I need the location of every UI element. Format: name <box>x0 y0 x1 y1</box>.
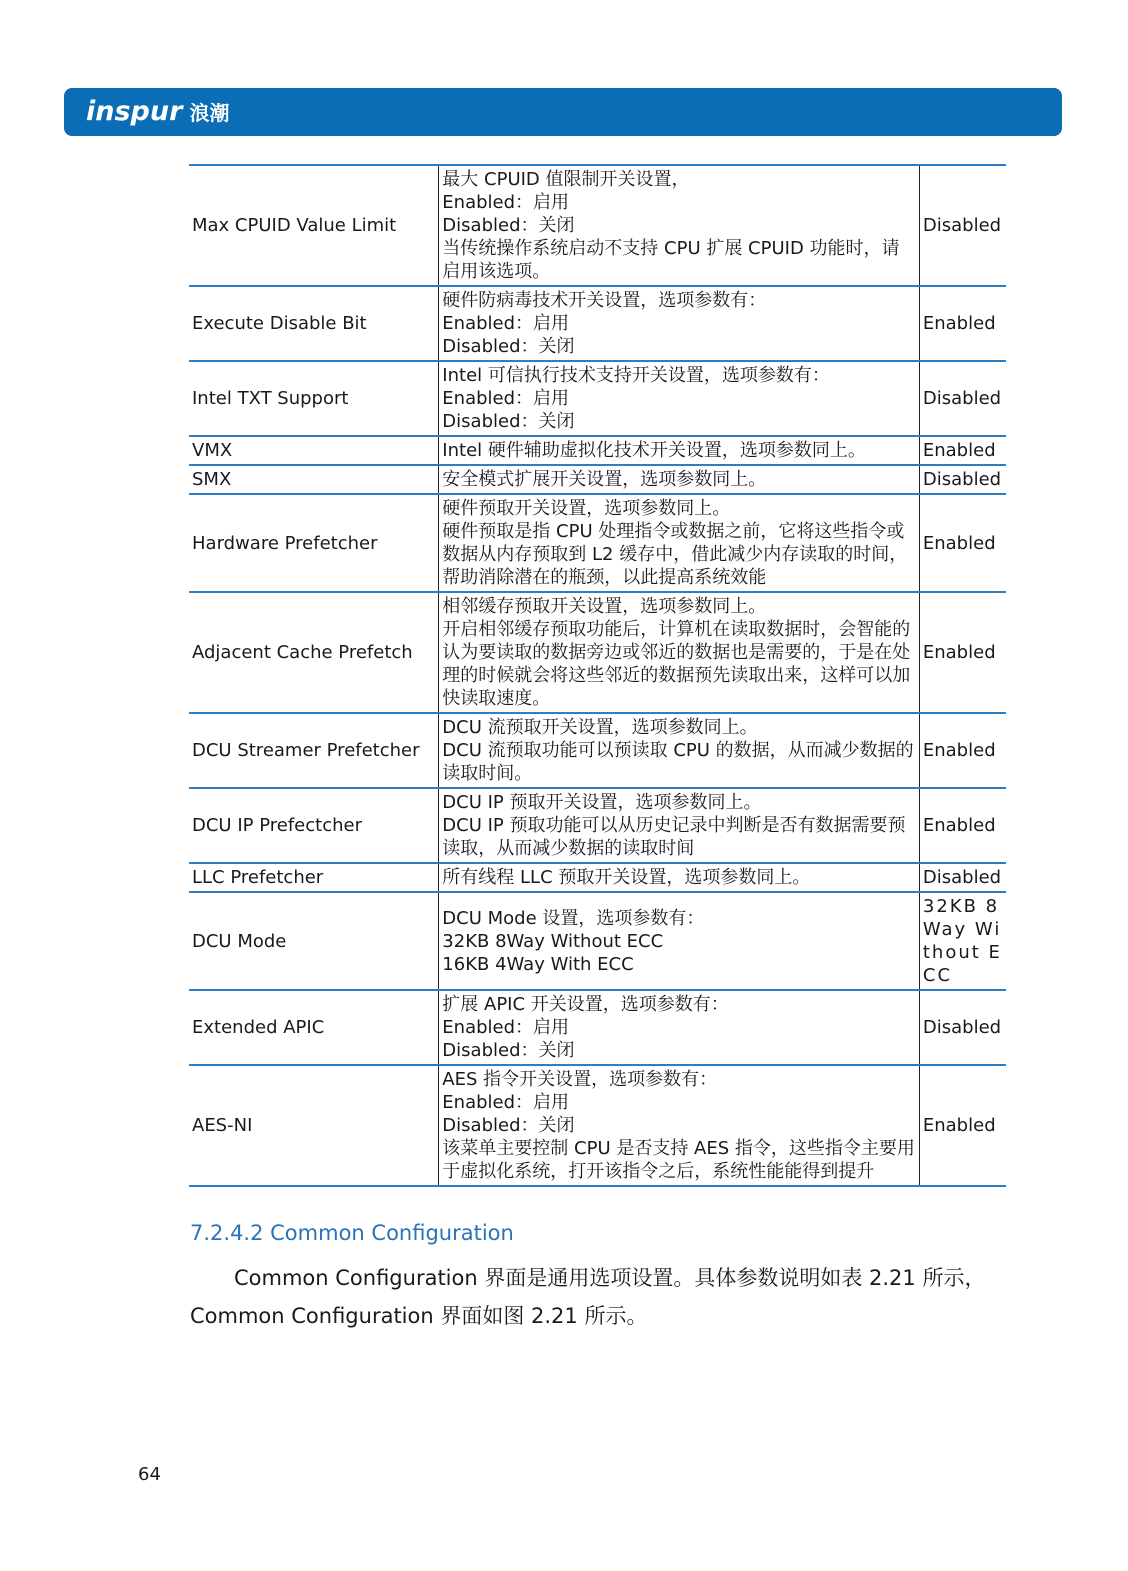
param-desc-line: 该菜单主要控制 CPU 是否支持 AES 指令，这些指令主要用于虚拟化系统，打开该指令之后，系统性能能得到提升 <box>442 1138 915 1182</box>
param-desc-line: DCU IP 预取开关设置，选项参数同上。 <box>442 792 762 813</box>
param-desc-line: Enabled：启用 <box>442 388 570 409</box>
param-desc-line: 硬件预取开关设置，选项参数同上。 <box>442 498 731 519</box>
table-row <box>189 892 1006 990</box>
param-desc-line: 安全模式扩展开关设置，选项参数同上。 <box>442 469 767 490</box>
param-desc-cell <box>439 788 920 863</box>
param-desc-line: 硬件预取是指 CPU 处理指令或数据之前，它将这些指令或数据从内存预取到 L2 缓存中，借此减少内存读取的时间，帮助消除潜在的瓶颈，以此提高系统效能 <box>442 521 908 588</box>
param-name-cell: DCU Streamer Prefetcher <box>189 713 439 788</box>
param-desc-cell <box>439 465 920 494</box>
param-desc-line: DCU IP 预取功能可以从历史记录中判断是否有数据需要预读取，从而减少数据的读取时间 <box>442 815 906 859</box>
param-name-cell: Hardware Prefetcher <box>189 494 439 592</box>
logo-cjk-text: 浪潮 <box>189 101 230 125</box>
param-name-cell: DCU IP Prefectcher <box>189 788 439 863</box>
table-row <box>189 494 1006 592</box>
param-desc-line: AES 指令开关设置，选项参数有： <box>442 1069 718 1090</box>
table-row <box>189 165 1006 286</box>
param-desc-line: DCU 流预取功能可以预读取 CPU 的数据，从而减少数据的读取时间。 <box>442 740 914 784</box>
table-row <box>189 286 1006 361</box>
param-desc-line: Disabled：关闭 <box>442 336 575 357</box>
param-desc-line: 16KB 4Way With ECC <box>442 953 634 975</box>
param-desc-line: 所有线程 LLC 预取开关设置，选项参数同上。 <box>442 867 811 888</box>
param-name-cell: Max CPUID Value Limit <box>189 165 439 286</box>
param-name-cell: Extended APIC <box>189 990 439 1065</box>
param-desc-line: Enabled：启用 <box>442 192 570 213</box>
param-default-cell: Disabled <box>919 465 1006 494</box>
param-desc-cell <box>439 990 920 1065</box>
table-row <box>189 713 1006 788</box>
param-desc-line: 扩展 APIC 开关设置，选项参数有： <box>442 994 729 1015</box>
param-desc-line: DCU 流预取开关设置，选项参数同上。 <box>442 717 758 738</box>
param-desc-line: Disabled：关闭 <box>442 215 575 236</box>
param-desc-line: 32KB 8Way Without ECC <box>442 930 664 952</box>
section-paragraph <box>190 1259 1005 1335</box>
param-desc-cell <box>439 592 920 713</box>
param-default-cell: Enabled <box>919 286 1006 361</box>
param-name-cell: Intel TXT Support <box>189 361 439 436</box>
param-desc-cell <box>439 892 920 990</box>
param-desc-line: 硬件防病毒技术开关设置，选项参数有： <box>442 290 767 311</box>
section-heading: 7.2.4.2 Common Configuration <box>190 1221 514 1245</box>
table-row <box>189 863 1006 892</box>
table-row <box>189 990 1006 1065</box>
table-row <box>189 361 1006 436</box>
table-row <box>189 465 1006 494</box>
param-desc-cell <box>439 863 920 892</box>
param-default-cell: 32KB 8Way Without ECC <box>919 892 1006 990</box>
param-desc-cell <box>439 436 920 465</box>
param-desc-cell <box>439 286 920 361</box>
param-desc-cell <box>439 713 920 788</box>
param-default-cell: Enabled <box>919 788 1006 863</box>
param-name-cell: LLC Prefetcher <box>189 863 439 892</box>
param-name-cell: DCU Mode <box>189 892 439 990</box>
param-name-cell: SMX <box>189 465 439 494</box>
param-default-cell: Disabled <box>919 863 1006 892</box>
param-desc-line: Disabled：关闭 <box>442 1115 575 1136</box>
param-name-cell: Adjacent Cache Prefetch <box>189 592 439 713</box>
table-row <box>189 592 1006 713</box>
page-number: 64 <box>138 1464 161 1485</box>
table-row <box>189 1065 1006 1186</box>
parameter-table-body <box>189 165 1006 1186</box>
param-desc-cell <box>439 361 920 436</box>
param-default-cell: Disabled <box>919 361 1006 436</box>
param-desc-line: Intel 可信执行技术支持开关设置，选项参数有： <box>442 365 830 386</box>
param-desc-cell <box>439 165 920 286</box>
param-desc-cell <box>439 494 920 592</box>
param-default-cell: Enabled <box>919 592 1006 713</box>
table-row <box>189 788 1006 863</box>
param-desc-line: Intel 硬件辅助虚拟化技术开关设置，选项参数同上。 <box>442 440 866 461</box>
inspur-logo <box>86 96 230 127</box>
param-default-cell: Disabled <box>919 990 1006 1065</box>
param-desc-line: Enabled：启用 <box>442 313 570 334</box>
param-default-cell: Enabled <box>919 494 1006 592</box>
header-bar <box>64 88 1062 136</box>
param-default-cell: Disabled <box>919 165 1006 286</box>
param-name-cell: VMX <box>189 436 439 465</box>
param-default-cell: Enabled <box>919 713 1006 788</box>
param-desc-line: Enabled：启用 <box>442 1017 570 1038</box>
param-desc-line: 当传统操作系统启动不支持 CPU 扩展 CPUID 功能时，请启用该选项。 <box>442 238 900 282</box>
param-desc-line: Disabled：关闭 <box>442 411 575 432</box>
table-row <box>189 436 1006 465</box>
param-desc-line: 最大 CPUID 值限制开关设置， <box>442 169 690 190</box>
paragraph-text: Common Configuration 界面是通用选项设置。具体参数说明如表 2.21 所示，Common Configuration 界面如图 2.21 所示。 <box>190 1266 986 1328</box>
param-desc-line: Enabled：启用 <box>442 1092 570 1113</box>
param-desc-line: Disabled：关闭 <box>442 1040 575 1061</box>
logo-latin-text: inspur <box>86 96 183 127</box>
param-desc-line: DCU Mode 设置，选项参数有： <box>442 907 705 929</box>
param-default-cell: Enabled <box>919 436 1006 465</box>
param-name-cell: AES-NI <box>189 1065 439 1186</box>
param-desc-line: 开启相邻缓存预取功能后，计算机在读取数据时，会智能的认为要读取的数据旁边或邻近的数据也是需要的，于是在处理的时候就会将这些邻近的数据预先读取出来，这样可以加快读取速度。 <box>442 619 911 709</box>
param-desc-line: 相邻缓存预取开关设置，选项参数同上。 <box>442 596 767 617</box>
parameter-table <box>189 164 1006 1187</box>
param-desc-cell <box>439 1065 920 1186</box>
param-default-cell: Enabled <box>919 1065 1006 1186</box>
param-name-cell: Execute Disable Bit <box>189 286 439 361</box>
